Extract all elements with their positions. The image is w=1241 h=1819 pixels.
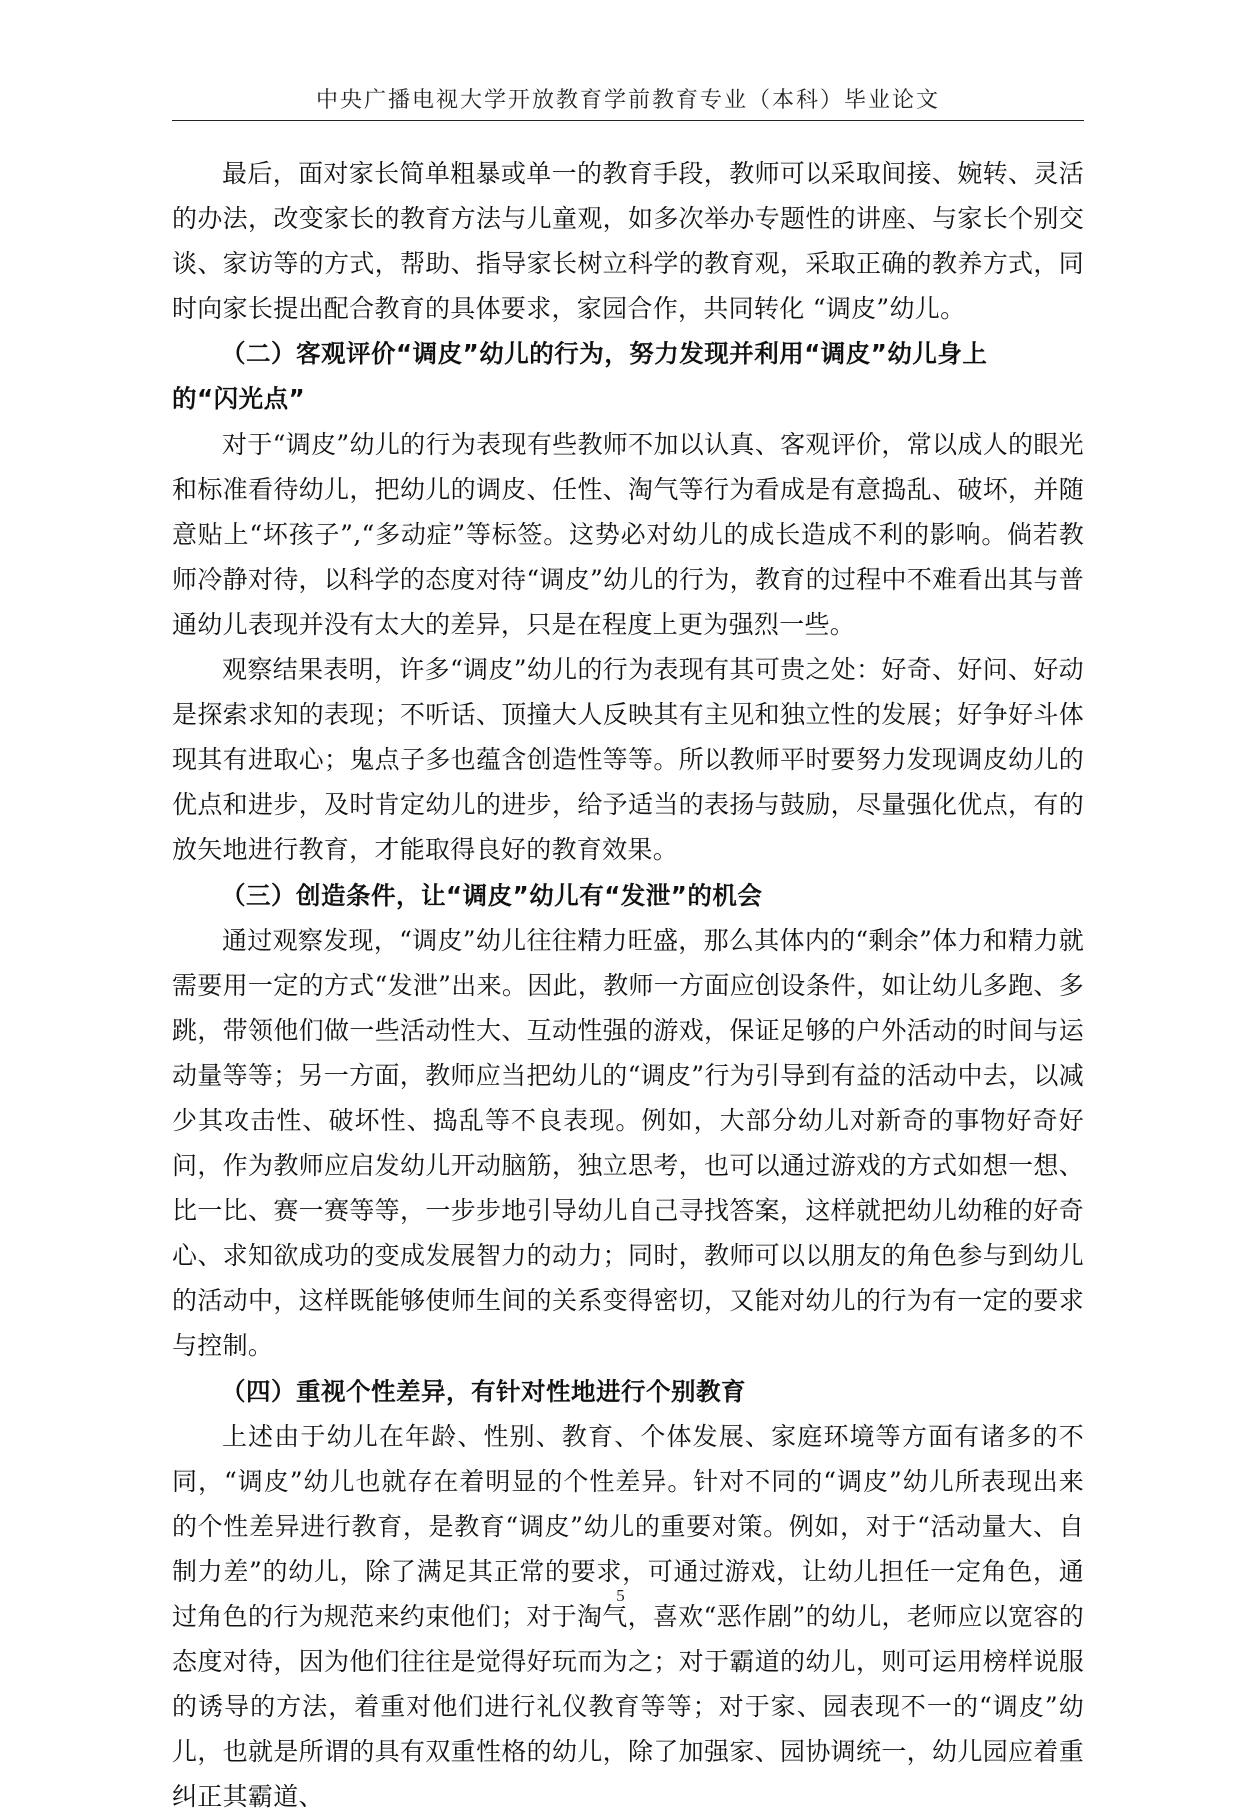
section-heading-2-line-1: （二）客观评价“调皮”幼儿的行为，努力发现并利用“调皮”幼儿身上	[221, 339, 988, 369]
page-body	[172, 151, 1084, 1819]
page-number: 5	[616, 1586, 625, 1605]
section-heading-4	[172, 1369, 1084, 1414]
paragraph-parent-education: 最后，面对家长简单粗暴或单一的教育手段，教师可以采取间接、婉转、灵活的办法，改变家长的教育方法与儿童观，如多次举办专题性的讲座、与家长个别交谈、家访等的方式，帮助、指导家长树立科学的教育观，采取正确的教养方式，同时向家长提出配合教育的具体要求，家园合作，共同转化 “调皮”幼儿。	[172, 159, 1084, 324]
section-heading-3	[172, 873, 1084, 918]
header-rule	[172, 120, 1084, 121]
section-heading-2	[172, 331, 1084, 421]
paragraph-objective-evaluation: 对于“调皮”幼儿的行为表现有些教师不加以认真、客观评价，常以成人的眼光和标准看待幼儿，把幼儿的调皮、任性、淘气等行为看成是有意捣乱、破坏，并随意贴上“坏孩子”,“多动症”等标签。这势必对幼儿的成长造成不利的影响。倘若教师冷静对待，以科学的态度对待“调皮”幼儿的行为，教育的过程中不难看出其与普通幼儿表现并没有太大的差异，只是在程度上更为强烈一些。	[172, 429, 1084, 639]
section-heading-4-text: （四）重视个性差异，有针对性地进行个别教育	[221, 1376, 746, 1406]
section-heading-3-text: （三）创造条件，让“调皮”幼儿有“发泄”的机会	[221, 880, 763, 910]
paragraph-observation-results: 观察结果表明，许多“调皮”幼儿的行为表现有其可贵之处：好奇、好问、好动是探索求知的表现；不听话、顶撞大人反映其有主见和独立性的发展；好争好斗体现其有进取心；鬼点子多也蕴含创造性等等。所以教师平时要努力发现调皮幼儿的优点和进步，及时肯定幼儿的进步，给予适当的表扬与鼓励，尽量强化优点，有的放矢地进行教育，才能取得良好的教育效果。	[172, 655, 1084, 865]
paragraph-create-conditions: 通过观察发现，“调皮”幼儿往往精力旺盛，那么其体内的“剩余”体力和精力就需要用一定的方式“发泄”出来。因此，教师一方面应创设条件，如让幼儿多跑、多跳，带领他们做一些活动性大、互动性强的游戏，保证足够的户外活动的时间与运动量等等；另一方面，教师应当把幼儿的“调皮”行为引导到有益的活动中去，以减少其攻击性、破坏性、捣乱等不良表现。例如，大部分幼儿对新奇的事物好奇好问，作为教师应启发幼儿开动脑筋，独立思考，也可以通过游戏的方式如想一想、比一比、赛一赛等等，一步步地引导幼儿自己寻找答案，这样就把幼儿幼稚的好奇心、求知欲成功的变成发展智力的动力；同时，教师可以以朋友的角色参与到幼儿的活动中，这样既能够使师生间的关系变得密切，又能对幼儿的行为有一定的要求与控制。	[172, 925, 1084, 1361]
running-header: 中央广播电视大学开放教育学前教育专业（本科）毕业论文	[315, 88, 940, 113]
section-heading-2-line-2: 的“闪光点”	[172, 384, 306, 414]
paragraph-individual-differences: 上述由于幼儿在年龄、性别、教育、个体发展、家庭环境等方面有诸多的不同，“调皮”幼儿也就存在着明显的个性差异。针对不同的“调皮”幼儿所表现出来的个性差异进行教育，是教育“调皮”幼儿的重要对策。例如，对于“活动量大、自制力差”的幼儿，除了满足其正常的要求，可通过游戏，让幼儿担任一定角色，通过角色的行为规范来约束他们；对于淘气，喜欢“恶作剧”的幼儿，老师应以宽容的态度对待，因为他们往往是觉得好玩而为之；对于霸道的幼儿，则可运用榜样说服的诱导的方法，着重对他们进行礼仪教育等等；对于家、园表现不一的“调皮”幼儿，也就是所谓的具有双重性格的幼儿，除了加强家、园协调统一，幼儿园应着重纠正其霸道、	[172, 1421, 1084, 1812]
